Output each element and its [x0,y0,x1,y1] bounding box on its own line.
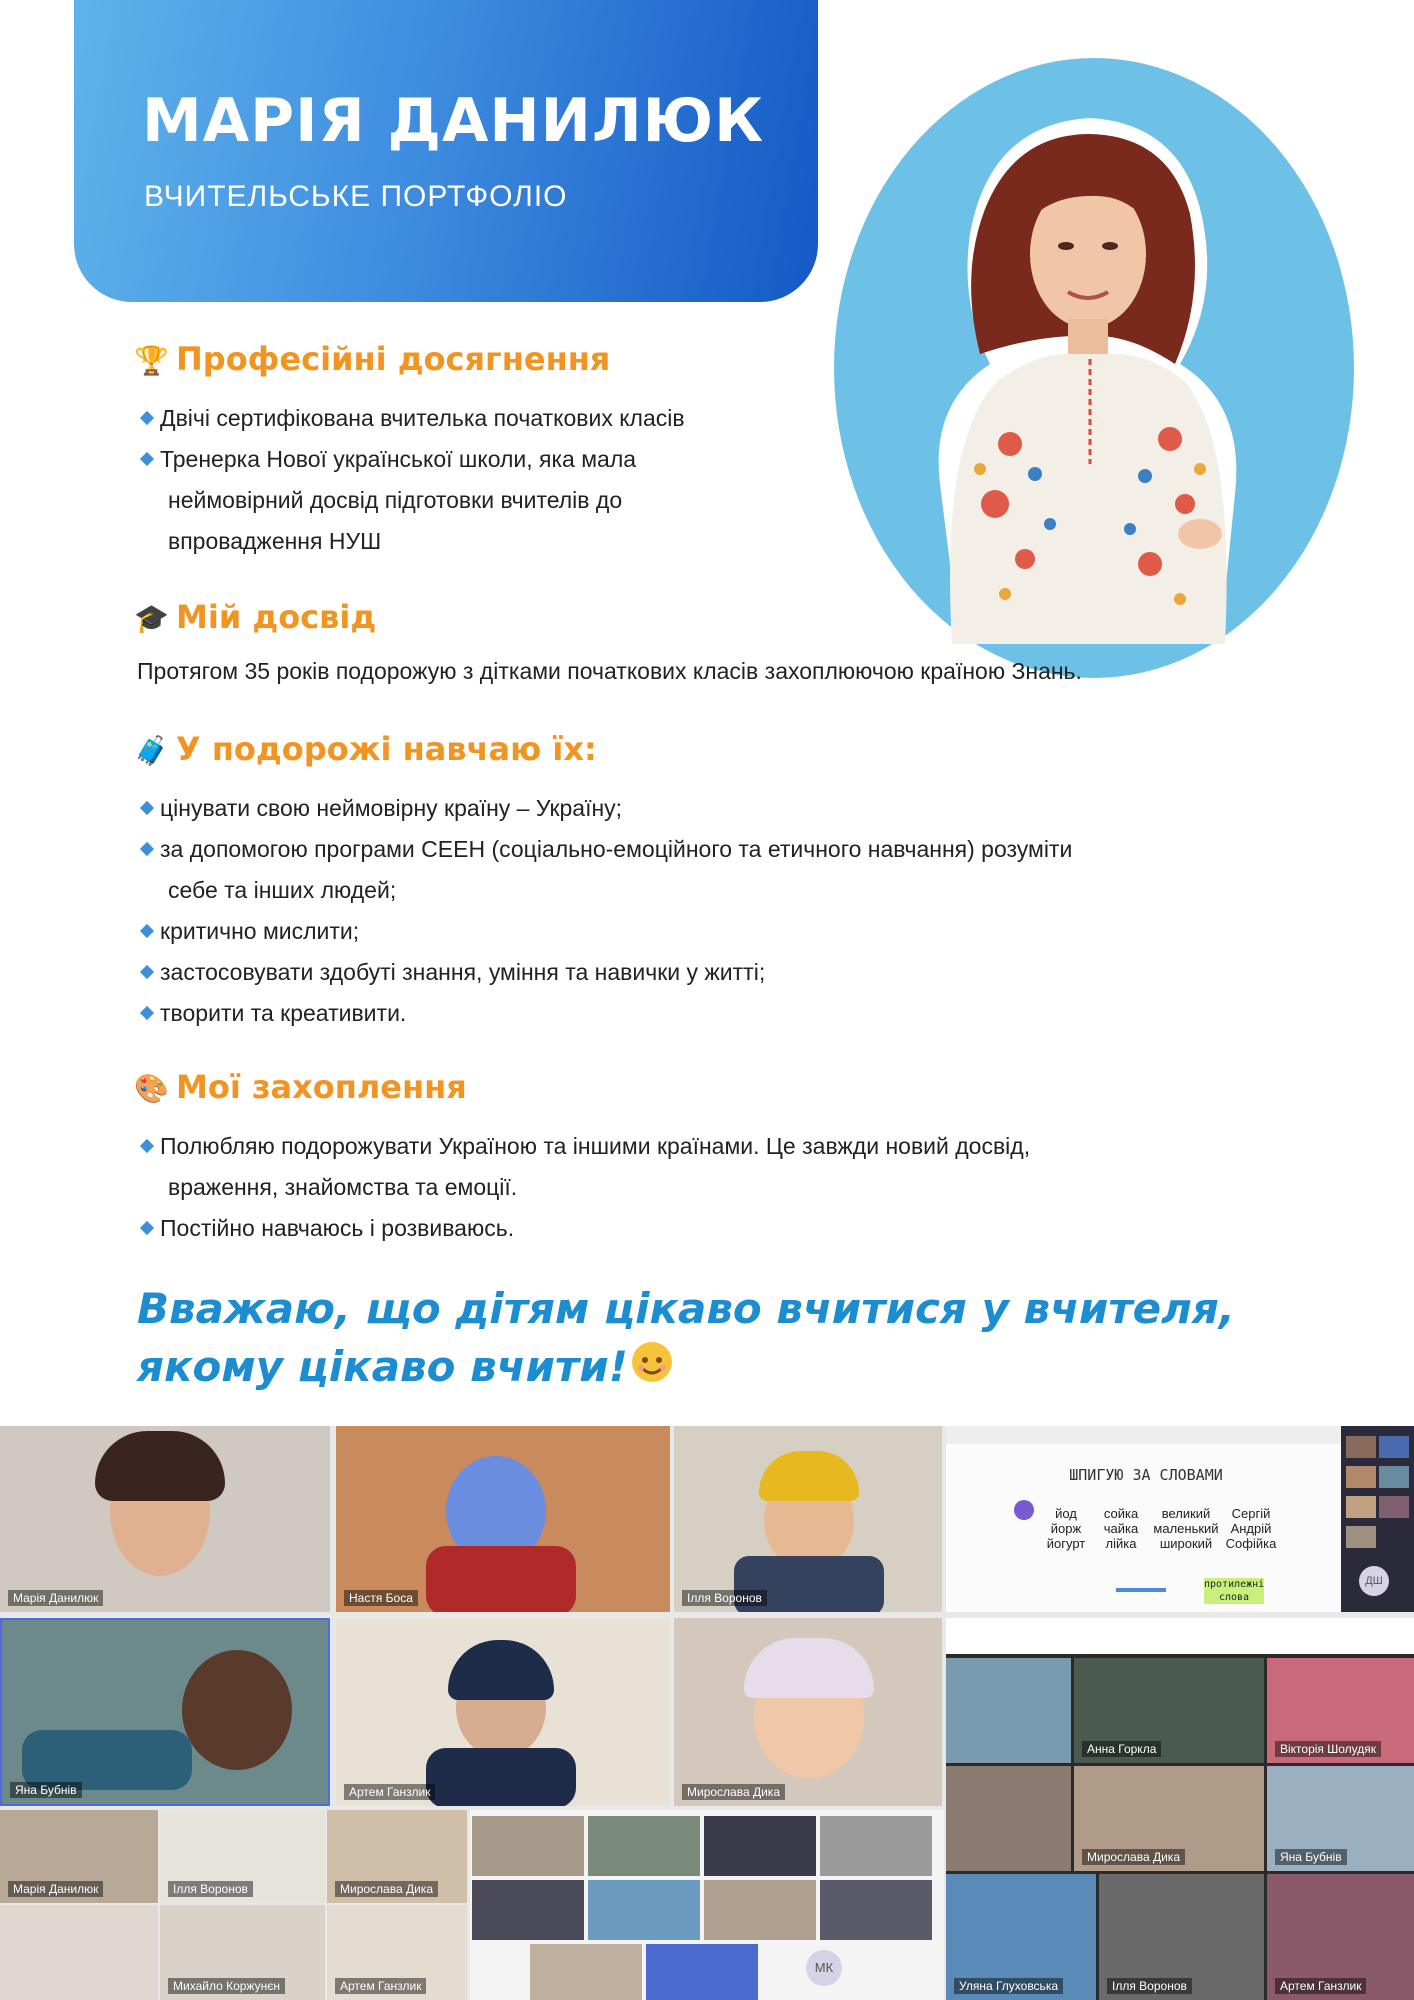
list-item-continuation: впровадження НУШ [168,528,382,554]
experience-heading: 🎓 Мій досвід [134,598,377,636]
list-item: творити та креативити. [140,993,1072,1034]
bullet-diamond-icon [140,965,154,979]
hobbies-list [140,1126,1030,1249]
slide-title: ШПИГУЮ ЗА СЛОВАМИ [1069,1466,1223,1484]
achievements-heading: 🏆 Професійні досягнення [134,340,611,378]
online-lessons-collage [0,1426,1414,2000]
bullet-diamond-icon [140,1221,154,1235]
graduation-cap-icon: 🎓 [134,602,169,635]
participant-avatar: ДШ [1359,1566,1389,1596]
participant-name: Марія Данилюк [8,1590,103,1606]
participant-name: Артем Ганзлик [335,1978,426,1994]
participant-name: Настя Боса [344,1590,418,1606]
participant-name: Мирослава Дика [682,1784,785,1800]
bullet-diamond-icon [140,411,154,425]
video-tile [674,1618,942,1806]
participant-name: Яна Бубнів [10,1782,82,1798]
video-grid-screenshot: Анна Горкла Вікторія Шолудяк Мирослава Дика Яна Бубнів Уляна Глуховська Ілля Воронов Артем Ганзлик [946,1618,1414,2000]
suitcase-icon: 🧳 [134,734,169,767]
participant-name: Мирослава Дика [335,1881,438,1897]
portfolio-subtitle: ВЧИТЕЛЬСЬКЕ ПОРТФОЛІО [144,180,568,213]
list-item-continuation: неймовірний досвід підготовки вчителів до [168,487,623,513]
list-item: Тренерка Нової української школи, яка мала [140,439,685,480]
header-banner [74,0,818,302]
bullet-diamond-icon [140,924,154,938]
slide-word-column: великий маленький широкий [1153,1506,1219,1551]
participants-strip [1341,1426,1414,1612]
hobbies-heading: 🎨 Мої захоплення [134,1068,467,1106]
lesson-slide-screenshot [946,1426,1341,1612]
slide-word-column: сойка чайка лійка [1103,1506,1139,1551]
motto-quote: Вважаю, що дітям цікаво вчитися у вчителя, якому цікаво вчити! [137,1284,1235,1391]
palette-icon: 🎨 [134,1072,169,1105]
list-item-continuation: враження, знайомства та емоції. [168,1174,518,1200]
experience-text: Протягом 35 років подорожую з дітками початкових класів захоплюючою країною Знань. [137,658,1082,684]
video-tile [336,1426,670,1612]
meeting-toolbar [946,1618,1414,1654]
slide-sticker: протилежні слова [1204,1579,1265,1603]
bullet-diamond-icon [140,1139,154,1153]
list-item: застосовувати здобуті знання, уміння та навички у житті; [140,952,1072,993]
participant-name: Артем Ганзлик [344,1784,435,1800]
bullet-diamond-icon [140,452,154,466]
video-tile [0,1618,330,1806]
trophy-icon: 🏆 [134,344,169,377]
list-item: Полюбляю подорожувати Україною та іншими країнами. Це завжди новий досвід, [140,1126,1030,1167]
list-item: критично мислити; [140,911,1072,952]
bullet-diamond-icon [140,842,154,856]
teacher-name: МАРІЯ ДАНИЛЮК [142,86,765,156]
participant-name: Михайло Коржунєн [168,1978,285,1994]
list-item: за допомогою програми СЕЕН (соціально-емоційного та етичного навчання) розуміти [140,829,1072,870]
list-item-continuation: себе та інших людей; [168,877,397,903]
slide-word-column: Сергій Андрій Софійка [1225,1506,1277,1551]
bullet-diamond-icon [140,801,154,815]
video-tile [674,1426,942,1612]
teaching-list [140,788,1072,1034]
achievements-list [140,398,685,562]
list-item: Двічі сертифікована вчителька початкових класів [140,398,685,439]
slide-word-column: йод йорж йогурт [1046,1506,1086,1551]
gallery-view-screenshot [470,1810,944,2000]
teaching-heading: 🧳 У подорожі навчаю їх: [134,730,597,768]
video-tile [336,1618,670,1806]
smiling-face-icon [632,1342,672,1382]
list-item: цінувати свою неймовірну країну – Україну; [140,788,1072,829]
participant-name: Марія Данилюк [8,1881,103,1897]
participant-avatar: МК [806,1950,842,1986]
bullet-diamond-icon [140,1006,154,1020]
participant-name: Ілля Воронов [682,1590,767,1606]
video-tile [0,1426,330,1612]
participant-name: Ілля Воронов [168,1881,253,1897]
teacher-portrait [900,104,1260,644]
list-item: Постійно навчаюсь і розвиваюсь. [140,1208,1030,1249]
